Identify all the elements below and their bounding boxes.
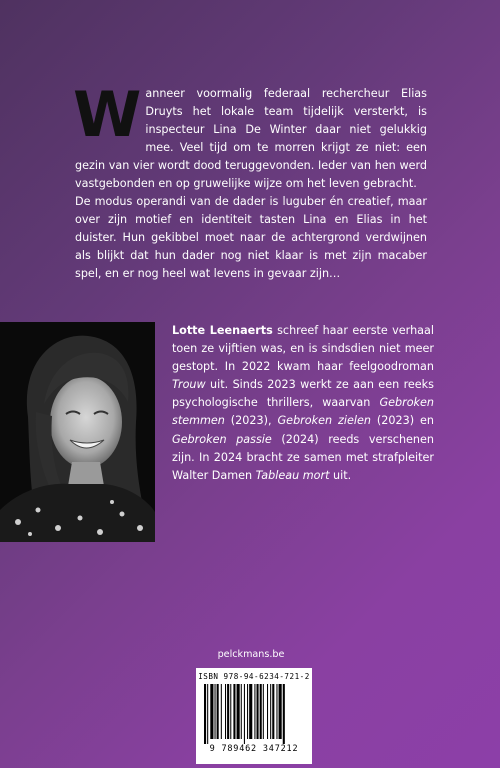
book-title: Tableau mort	[255, 468, 330, 482]
barcode-bar	[237, 684, 240, 739]
barcode-bar	[260, 684, 262, 739]
barcode-image	[204, 684, 304, 744]
barcode-bar	[215, 684, 216, 739]
barcode-bar	[244, 684, 245, 744]
book-title: Gebroken stemmen	[172, 396, 434, 428]
barcode-bar	[249, 684, 252, 739]
barcode-bar	[272, 684, 274, 739]
barcode-bar	[257, 684, 259, 739]
barcode-bar	[241, 684, 242, 739]
barcode-bar	[233, 684, 235, 739]
barcode-bar	[207, 684, 208, 744]
barcode-bar	[267, 684, 268, 739]
barcode-bar	[254, 684, 255, 739]
publisher-url: pelckmans.be	[217, 649, 285, 660]
barcode-bar	[227, 684, 229, 739]
blurb-paragraph-1	[73, 78, 427, 194]
barcode-bar	[217, 684, 219, 739]
book-title: Trouw	[172, 378, 206, 392]
drop-cap: W	[73, 78, 142, 151]
barcode-bar	[279, 684, 282, 739]
barcode-digits: 9 789462 347212	[209, 744, 299, 754]
barcode-bar	[247, 684, 248, 739]
barcode-bar	[210, 684, 213, 739]
barcode-bar	[204, 684, 206, 744]
author-bio: Lotte Leenaerts schreef haar eerste verhaal toen ze vijftien was, en is sindsdien niet meer gestopt. In 2022 kwam haar feelgoodroman Trouw uit. Sinds 2023 werkt ze aan een reeks psychologische thrillers, waarvan Gebroken stemmen (2023), Gebroken zielen (2023) en Gebroken passie (2024) reeds verschenen zijn. In 2024 bracht ze samen met strafpleiter Walter Damen Tableau mort uit.	[172, 324, 434, 482]
book-title: Gebroken passie	[172, 432, 272, 446]
author-name: Lotte Leenaerts	[172, 324, 273, 337]
barcode-bar	[263, 684, 264, 739]
book-title: Gebroken zielen	[277, 414, 371, 428]
barcode-bar	[225, 684, 226, 739]
barcode-bar	[270, 684, 271, 739]
author-portrait-image	[0, 322, 155, 542]
barcode-bar	[221, 684, 222, 739]
barcode-bar	[276, 684, 277, 739]
blurb-paragraph-2: De modus operandi van de dader is luguber én creatief, maar over zijn motief en identiteit tasten Lina en Elias in het duister. Hun gekibbel moet naar de achtergrond verdwijnen als blijkt dat hun dader nog niet klaar is met zijn macaber spel, en er nog heel wat levens in gevaar zijn…	[75, 195, 427, 281]
barcode-bar	[283, 684, 285, 744]
barcode-bar	[230, 684, 231, 739]
author-photo	[0, 322, 155, 542]
isbn-label: ISBN 978-94-6234-721-2	[198, 672, 310, 681]
blurb-paragraph-1-text: anneer voormalig federaal rechercheur Elias Druyts het lokale team tijdelijk versterkt, is inspecteur Lina De Winter daar niet gelukkig mee. Veel tijd om te morren krijgt ze niet: een gezin van vier wordt dood teruggevonden. Ieder van hen werd vastgebonden en op gruwelijke wijze om het leven gebracht.	[75, 87, 427, 191]
barcode-box	[196, 668, 312, 764]
